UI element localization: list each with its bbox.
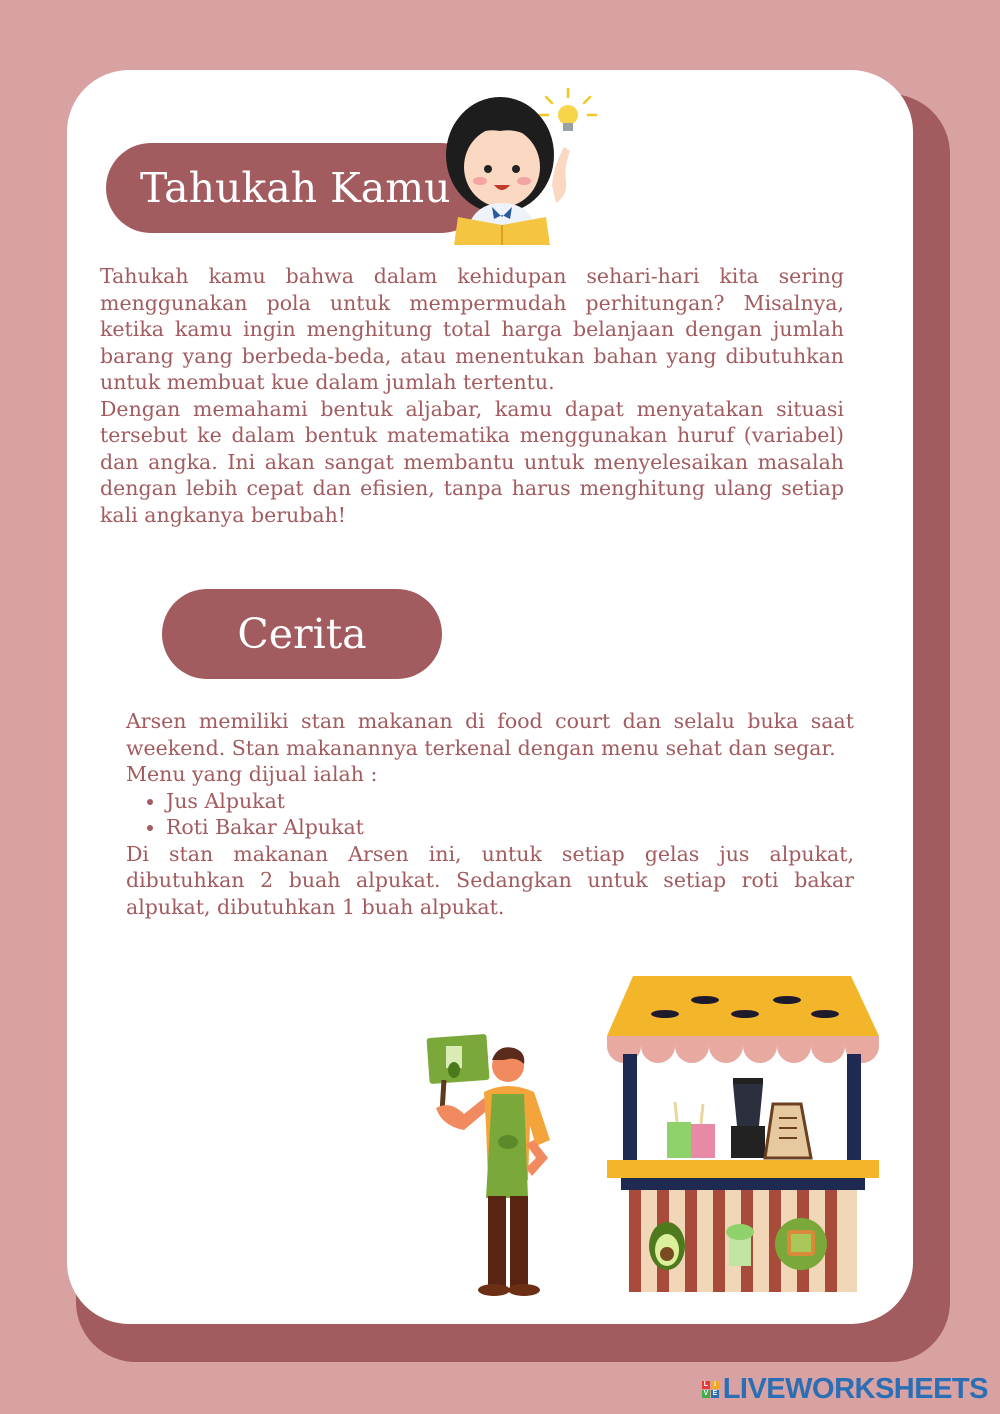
liveworksheets-logo[interactable] — [702, 1373, 988, 1406]
menu-list — [126, 788, 854, 841]
story-title-pill — [162, 589, 442, 679]
logo-text: LIVEWORKSHEETS — [722, 1373, 988, 1405]
intro-paragraph-1: Tahukah kamu bahwa dalam kehidupan sehari-hari kita sering menggunakan pola untuk mempermudah perhitungan? Misalnya, ketika kamu ingin menghitung total harga belanjaan dengan jumlah barang yang berbeda-beda, atau menentukan bahan yang dibutuhkan untuk membuat kue dalam jumlah tertentu. — [100, 264, 844, 394]
menu-item: • Roti Bakar Alpukat — [166, 814, 854, 841]
intro-paragraph-2: Dengan memahami bentuk aljabar, kamu dapat menyatakan situasi tersebut ke dalam bentuk matematika menggunakan huruf (variabel) dan angka. Ini akan sangat membantu untuk menyelesaikan masalah dengan lebih cepat dan efisien, tanpa harus menghitung ulang setiap kali angkanya berubah! — [100, 396, 844, 527]
girl-idea-illustration — [440, 85, 600, 245]
section-title-pill — [106, 143, 486, 233]
section-title: Tahukah Kamu — [140, 164, 451, 212]
menu-item: • Jus Alpukat — [166, 788, 854, 815]
story-title: Cerita — [237, 610, 367, 658]
food-stand-illustration — [605, 974, 880, 1294]
story-text-block — [126, 708, 854, 920]
story-closing: Di stan makanan Arsen ini, untuk setiap gelas jus alpukat, dibutuhkan 2 buah alpukat. Sedangkan untuk setiap roti bakar alpukat, dibutuhkan 1 buah alpukat. — [126, 841, 854, 919]
logo-badge-icon: L I V E — [703, 1381, 717, 1397]
story-intro: Arsen memiliki stan makanan di food court dan selalu buka saat weekend. Stan makanannya terkenal dengan menu sehat dan segar. — [126, 709, 854, 760]
vendor-man-illustration — [420, 1030, 570, 1300]
intro-text-block — [100, 263, 844, 528]
menu-label: Menu yang dijual ialah : — [126, 762, 378, 786]
